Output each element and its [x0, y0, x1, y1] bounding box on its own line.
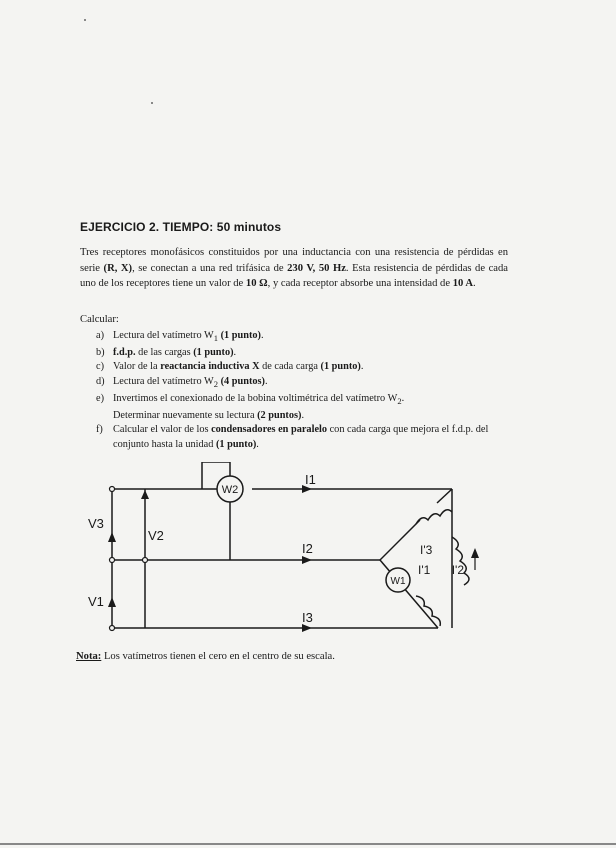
node	[110, 558, 115, 563]
note	[76, 651, 335, 662]
question-e: e) Invertimos el conexionado de la bobina voltimétrica del vatímetro $W_2$. Determinar nuevamente su lectura (2 puntos).	[96, 392, 405, 421]
w2-label: W2	[221, 484, 239, 496]
note-label: Nota:	[76, 651, 102, 662]
ip3-label: I'3	[420, 543, 433, 557]
arrow-v1-icon	[108, 597, 116, 607]
arrow-v2-icon	[141, 490, 149, 499]
load-branch-upper-end	[437, 489, 452, 503]
node	[143, 558, 148, 563]
problem-statement: Tres receptores monofásicos constituidos por una inductancia con una resistencia de pérdidas en serie (R, X), se conectan a una red trifásica de 230 V, 50 Hz. Esta resistencia de pérdidas de cada uno de los receptores tiene un valor de 10 Ω, y cada receptor absorbe una intensidad de 10 A.	[80, 247, 508, 289]
calculate-label: Calcular:	[80, 314, 119, 325]
ip2-label: I'2	[451, 563, 464, 577]
v3-label: V3	[88, 516, 104, 531]
i3-label: I3	[302, 610, 313, 625]
exercise-title: EJERCICIO 2. TIEMPO: 50 minutos	[80, 220, 282, 234]
question-d: d) Lectura del vatímetro $W_2$ (4 puntos).	[96, 376, 268, 390]
node	[110, 487, 115, 492]
note-text: Los vatímetros tienen el cero en el centro de su escala.	[101, 651, 335, 662]
question-f: f) Calcular el valor de los condensadores en paralelo con cada carga que mejora el f.d.p. del conjunto hasta la unidad (1 punto).	[96, 424, 489, 451]
arrow-v3-icon	[108, 532, 116, 542]
inductor-right-icon	[452, 537, 469, 585]
speck	[84, 19, 86, 21]
v1-label: V1	[88, 594, 104, 609]
circuit-diagram	[80, 462, 480, 642]
question-list	[96, 329, 508, 453]
arrow-i2-icon	[302, 556, 312, 564]
i1-label: I1	[305, 472, 316, 487]
speck	[151, 102, 153, 104]
question-c: c) Valor de la reactancia inductiva X de cada carga (1 punto).	[96, 361, 364, 373]
ip1-label: I'1	[418, 563, 431, 577]
load-branch-upper	[380, 520, 420, 560]
arrow-i3-icon	[302, 624, 312, 632]
i2-label: I2	[302, 541, 313, 556]
v2-label: V2	[148, 528, 164, 543]
w1-label: W1	[390, 576, 406, 587]
inductor-upper-icon	[416, 510, 452, 524]
page-edge	[0, 843, 616, 845]
question-a: a) Lectura del vatímetro $W_1$ (1 punto).	[96, 330, 264, 344]
node	[110, 626, 115, 631]
inductor-lower-icon	[416, 596, 440, 626]
question-b: b) f.d.p. de las cargas (1 punto).	[96, 346, 237, 358]
